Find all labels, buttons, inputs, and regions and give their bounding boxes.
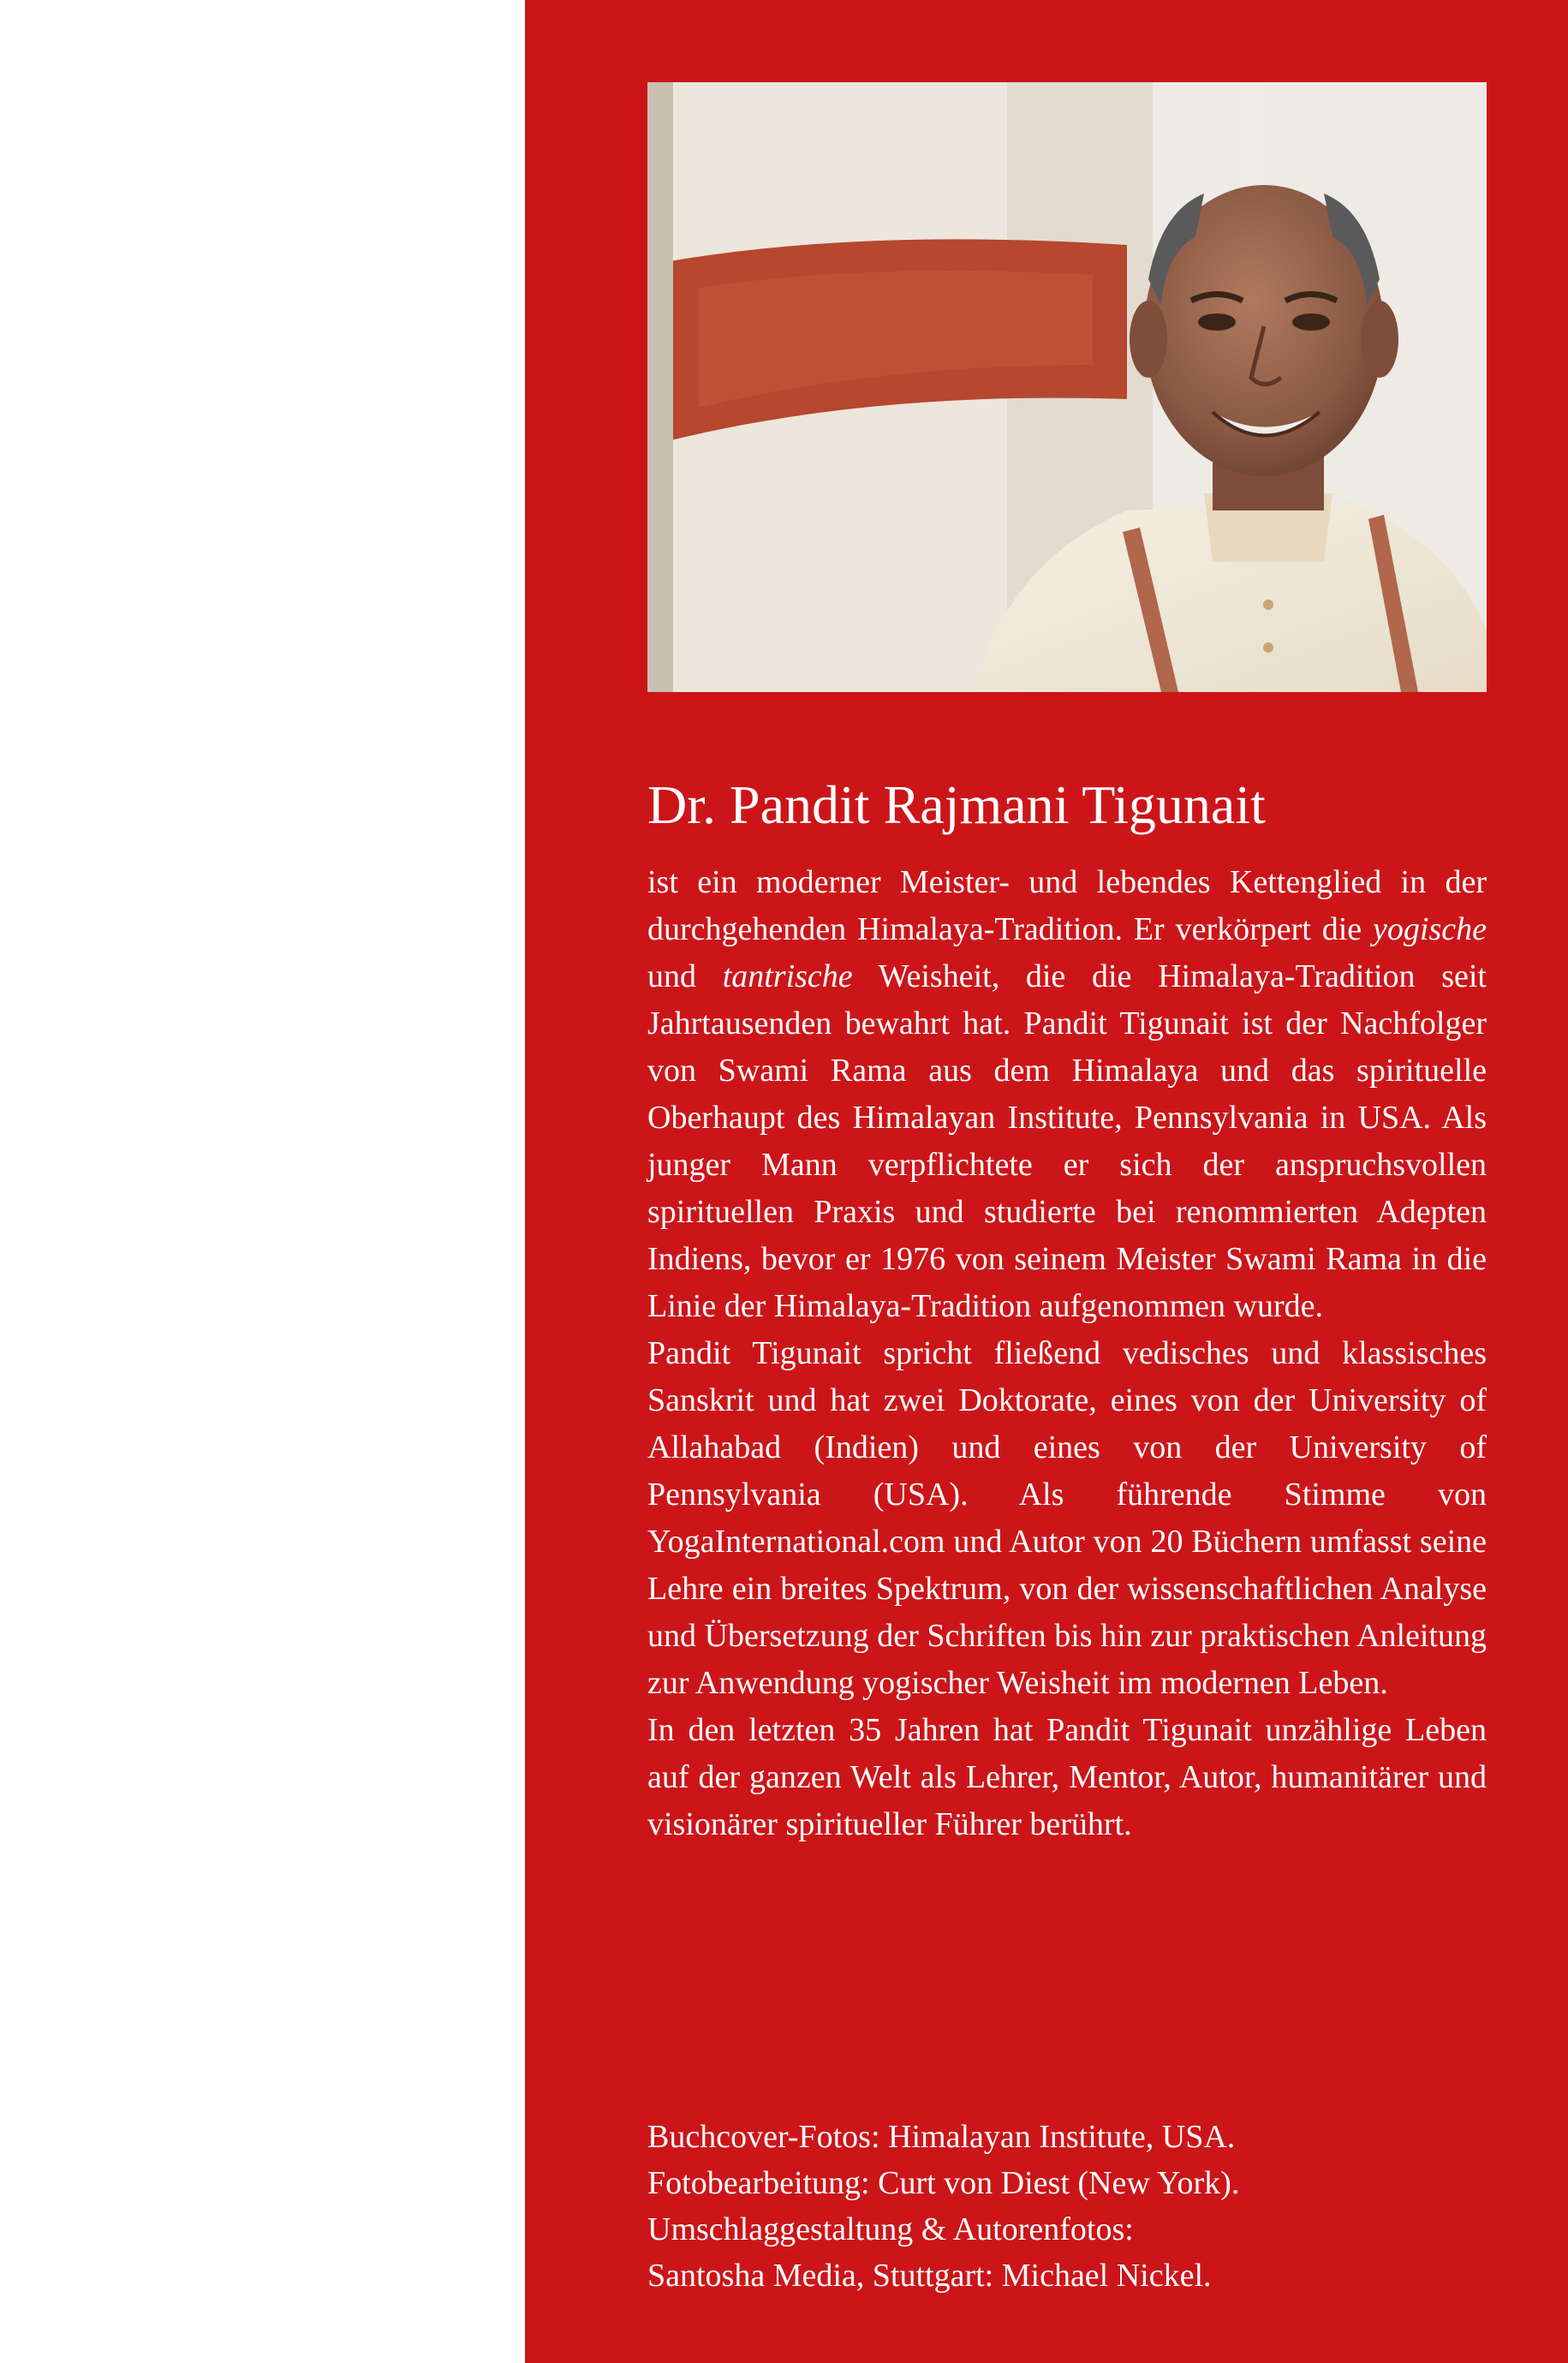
bio-paragraph-2: Pandit Tigunait spricht fließend vedisches und klassisches Sanskrit und hat zwei Doktorate, eines von der University of Allahabad (Indien) und eines von der University of Pennsylvania (USA). Als führende Stimme von YogaInternational.com und Autor von 20 Büchern umfasst seine Lehre ein breites Spektrum, von der wissenschaftlichen Analyse und Übersetzung der Schriften bis hin zur praktischen Anleitung zur Anwendung yogischer Weisheit im modernen Leben. bbox=[647, 1335, 1487, 1701]
credit-line: Fotobearbeitung: Curt von Diest (New York). bbox=[647, 2165, 1240, 2201]
bio-emphasis: tantrische bbox=[722, 958, 853, 994]
bio-paragraph-1 bbox=[647, 859, 1487, 1330]
credit-line: Buchcover-Fotos: Himalayan Institute, USA. bbox=[647, 2119, 1236, 2155]
left-margin bbox=[0, 0, 525, 2363]
credit-line: Santosha Media, Stuttgart: Michael Nickel. bbox=[647, 2258, 1212, 2294]
bio-text: Weisheit, die die Himalaya-Tradition seit Jahrtausenden bewahrt hat. Pandit Tigunait ist der Nachfolger von Swami Rama aus dem Himalaya und das spirituelle Oberhaupt des Himalayan Institute, Pennsylvania in USA. Als junger Mann verpflichtete er sich der anspruchsvollen spirituellen Praxis und studierte bei renommierten Adepten Indiens, bevor er 1976 von seinem Meister Swami Rama in die Linie der Himalaya-Tradition aufgenommen wurde. bbox=[647, 958, 1487, 1324]
author-name: Dr. Pandit Rajmani Tigunait bbox=[647, 774, 1266, 835]
author-photo bbox=[647, 82, 1487, 692]
bio-paragraph-3: In den letzten 35 Jahren hat Pandit Tigunait unzählige Leben auf der ganzen Welt als Lehrer, Mentor, Autor, humanitärer und visionärer spiritueller Führer berührt. bbox=[647, 1712, 1487, 1842]
bio-text: ist ein moderner Meister- und lebendes Kettenglied in der durchgehenden Himalaya-Tradition. Er verkörpert die bbox=[647, 864, 1487, 947]
author-biography bbox=[647, 859, 1487, 1848]
bio-emphasis: yogische bbox=[1373, 911, 1487, 947]
image-credits bbox=[647, 2114, 1487, 2299]
credit-line: Umschlaggestaltung & Autorenfotos: bbox=[647, 2211, 1134, 2247]
bio-text: und bbox=[647, 958, 723, 994]
